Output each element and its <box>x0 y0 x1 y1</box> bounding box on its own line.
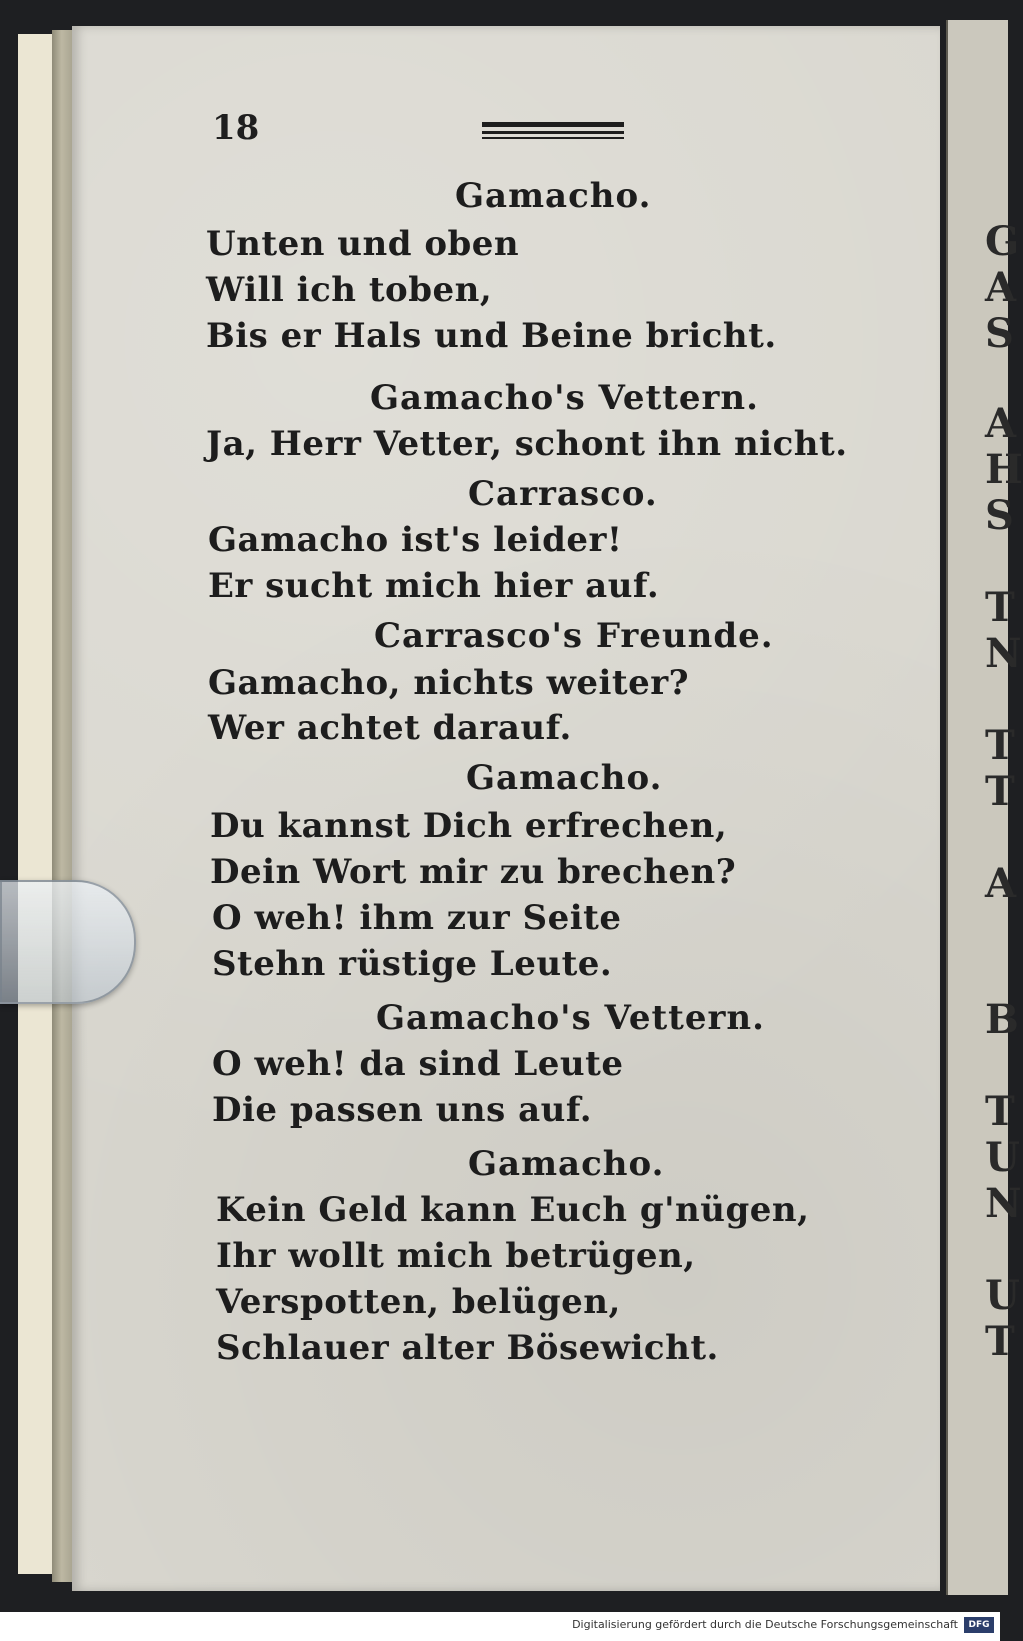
verse-line: Ja, Herr Vetter, schont ihn nicht. <box>206 424 848 464</box>
header-rule <box>482 122 624 127</box>
next-page-glyph: N <box>985 1180 1022 1227</box>
verse-line: Kein Geld kann Euch g'nügen, <box>216 1190 810 1230</box>
verse-line: Gamacho ist's leider! <box>208 520 623 560</box>
page-number: 18 <box>212 108 260 148</box>
speaker-name: Carrasco's Freunde. <box>374 616 774 656</box>
next-page-glyph: U <box>985 1134 1020 1181</box>
verse-line: Gamacho, nichts weiter? <box>208 663 690 703</box>
next-page-glyph: T <box>985 722 1015 769</box>
verse-line: Unten und oben <box>206 224 520 264</box>
verse-line: Bis er Hals und Beine bricht. <box>206 316 777 356</box>
verse-line: Dein Wort mir zu brechen? <box>210 852 737 892</box>
verse-line: Schlauer alter Bösewicht. <box>216 1328 719 1368</box>
next-page-glyph: S <box>985 492 1014 539</box>
verse-line: Die passen uns auf. <box>212 1090 593 1130</box>
verse-line: Stehn rüstige Leute. <box>212 944 613 984</box>
next-page-glyph: T <box>985 1088 1015 1135</box>
next-page-glyph: A <box>985 400 1017 447</box>
verse-line: O weh! ihm zur Seite <box>212 898 622 938</box>
verse-line: Verspotten, belügen, <box>216 1282 621 1322</box>
speaker-name: Gamacho's Vettern. <box>370 378 759 418</box>
verse-line: O weh! da sind Leute <box>212 1044 624 1084</box>
next-page-glyph: G <box>985 218 1020 265</box>
header-rule <box>482 131 624 134</box>
speaker-name: Gamacho. <box>466 758 663 798</box>
header-rule <box>482 137 624 139</box>
speaker-name: Gamacho's Vettern. <box>376 998 765 1038</box>
next-page-glyph: B <box>985 996 1019 1043</box>
verse-line: Er sucht mich hier auf. <box>208 566 660 606</box>
speaker-name: Carrasco. <box>468 474 658 514</box>
footer-bar <box>0 1612 1000 1641</box>
verse-line: Will ich toben, <box>206 270 493 310</box>
next-page-glyph: T <box>985 584 1015 631</box>
next-page-glyph: U <box>985 1272 1020 1319</box>
footer-credit: Digitalisierung gefördert durch die Deutsche Forschungsgemeinschaft <box>572 1618 958 1631</box>
speaker-name: Gamacho. <box>455 176 652 216</box>
verse-line: Du kannst Dich erfrechen, <box>210 806 728 846</box>
dfg-logo: DFG <box>964 1617 994 1633</box>
next-page-glyph: T <box>985 768 1015 815</box>
verse-line: Ihr wollt mich betrügen, <box>216 1236 696 1276</box>
page-clip <box>0 880 136 1004</box>
next-page-glyph: T <box>985 1318 1015 1365</box>
next-page-glyph: S <box>985 310 1014 357</box>
next-page-glyph: A <box>985 264 1017 311</box>
speaker-name: Gamacho. <box>468 1144 665 1184</box>
next-page-glyph: N <box>985 630 1022 677</box>
verse-line: Wer achtet darauf. <box>208 708 572 748</box>
next-page-glyph: H <box>985 446 1023 493</box>
next-page-glyph: A <box>985 860 1017 907</box>
